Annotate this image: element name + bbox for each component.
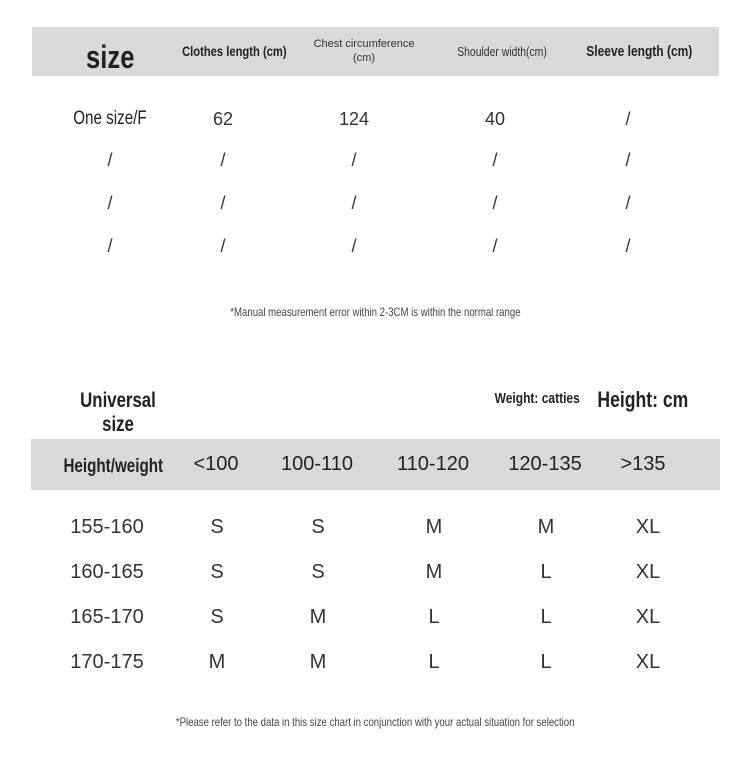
col-shoulder-width: Shoulder width(cm): [457, 43, 547, 59]
size-cell: XL: [635, 605, 661, 628]
size-cell: XL: [635, 560, 661, 583]
size-table-header: [32, 27, 719, 76]
size-cell: L: [540, 605, 552, 628]
size-cell: L: [428, 650, 440, 673]
col-sleeve-length: Sleeve length (cm): [586, 42, 693, 60]
universal-table-header: [31, 439, 720, 490]
shoulder-cell: /: [492, 149, 498, 170]
sleeve-cell: /: [625, 108, 631, 129]
size-cell: S: [210, 560, 224, 583]
size-cell: /: [107, 235, 113, 256]
col-chest-circumference: Chest circumference (cm): [313, 38, 415, 64]
size-cell: L: [428, 605, 440, 628]
shoulder-cell: 40: [484, 108, 506, 129]
col-height-weight: Height/weight: [63, 455, 163, 477]
sleeve-cell: /: [625, 149, 631, 170]
shoulder-cell: /: [492, 235, 498, 256]
size-cell: M: [208, 650, 226, 673]
clothes-length-cell: /: [220, 235, 226, 256]
size-cell: S: [210, 515, 224, 538]
size-cell: M: [425, 515, 443, 538]
size-cell: /: [107, 149, 113, 170]
selection-note: *Please refer to the data in this size chart in conjunction with your actual situation for selection: [175, 715, 575, 729]
size-cell: M: [425, 560, 443, 583]
size-cell: S: [210, 605, 224, 628]
sleeve-cell: /: [625, 192, 631, 213]
universal-size-title: Universal size: [80, 389, 156, 436]
col-weight-over-135: >135: [620, 453, 666, 475]
col-weight-110-120: 110-120: [397, 453, 469, 475]
size-header-label: size: [85, 39, 135, 76]
measurement-note: *Manual measurement error within 2-3CM is within the normal range: [229, 305, 521, 319]
height-range-cell: 165-170: [70, 605, 144, 628]
col-weight-120-135: 120-135: [508, 453, 582, 475]
table-row: [0, 145, 750, 175]
size-cell: M: [537, 515, 555, 538]
height-range-cell: 160-165: [70, 560, 144, 583]
col-weight-100-110: 100-110: [281, 453, 353, 475]
table-row: [0, 645, 750, 679]
col-weight-under-100: <100: [193, 453, 239, 475]
chest-cell: /: [351, 235, 357, 256]
height-range-cell: 170-175: [70, 650, 144, 673]
size-cell: L: [540, 650, 552, 673]
table-row: [0, 104, 750, 134]
size-cell: XL: [635, 650, 661, 673]
table-row: [0, 510, 750, 544]
shoulder-cell: /: [492, 192, 498, 213]
size-cell: S: [311, 515, 325, 538]
size-cell: M: [309, 605, 327, 628]
size-cell: S: [311, 560, 325, 583]
size-cell: XL: [635, 515, 661, 538]
chest-cell: 124: [338, 108, 370, 129]
height-unit-label: Height: cm: [597, 387, 688, 412]
sleeve-cell: /: [625, 235, 631, 256]
table-row: [0, 600, 750, 634]
weight-unit-label: Weight: catties: [494, 390, 581, 407]
clothes-length-cell: /: [220, 149, 226, 170]
height-range-cell: 155-160: [70, 515, 144, 538]
size-cell: L: [540, 560, 552, 583]
table-row: [0, 231, 750, 261]
clothes-length-cell: /: [220, 192, 226, 213]
col-clothes-length: Clothes length (cm): [182, 43, 287, 60]
chest-cell: /: [351, 149, 357, 170]
size-cell: M: [309, 650, 327, 673]
clothes-length-cell: 62: [212, 108, 234, 129]
size-cell: /: [107, 192, 113, 213]
size-cell: One size/F: [73, 108, 147, 129]
table-row: [0, 555, 750, 589]
chest-cell: /: [351, 192, 357, 213]
table-row: [0, 188, 750, 218]
